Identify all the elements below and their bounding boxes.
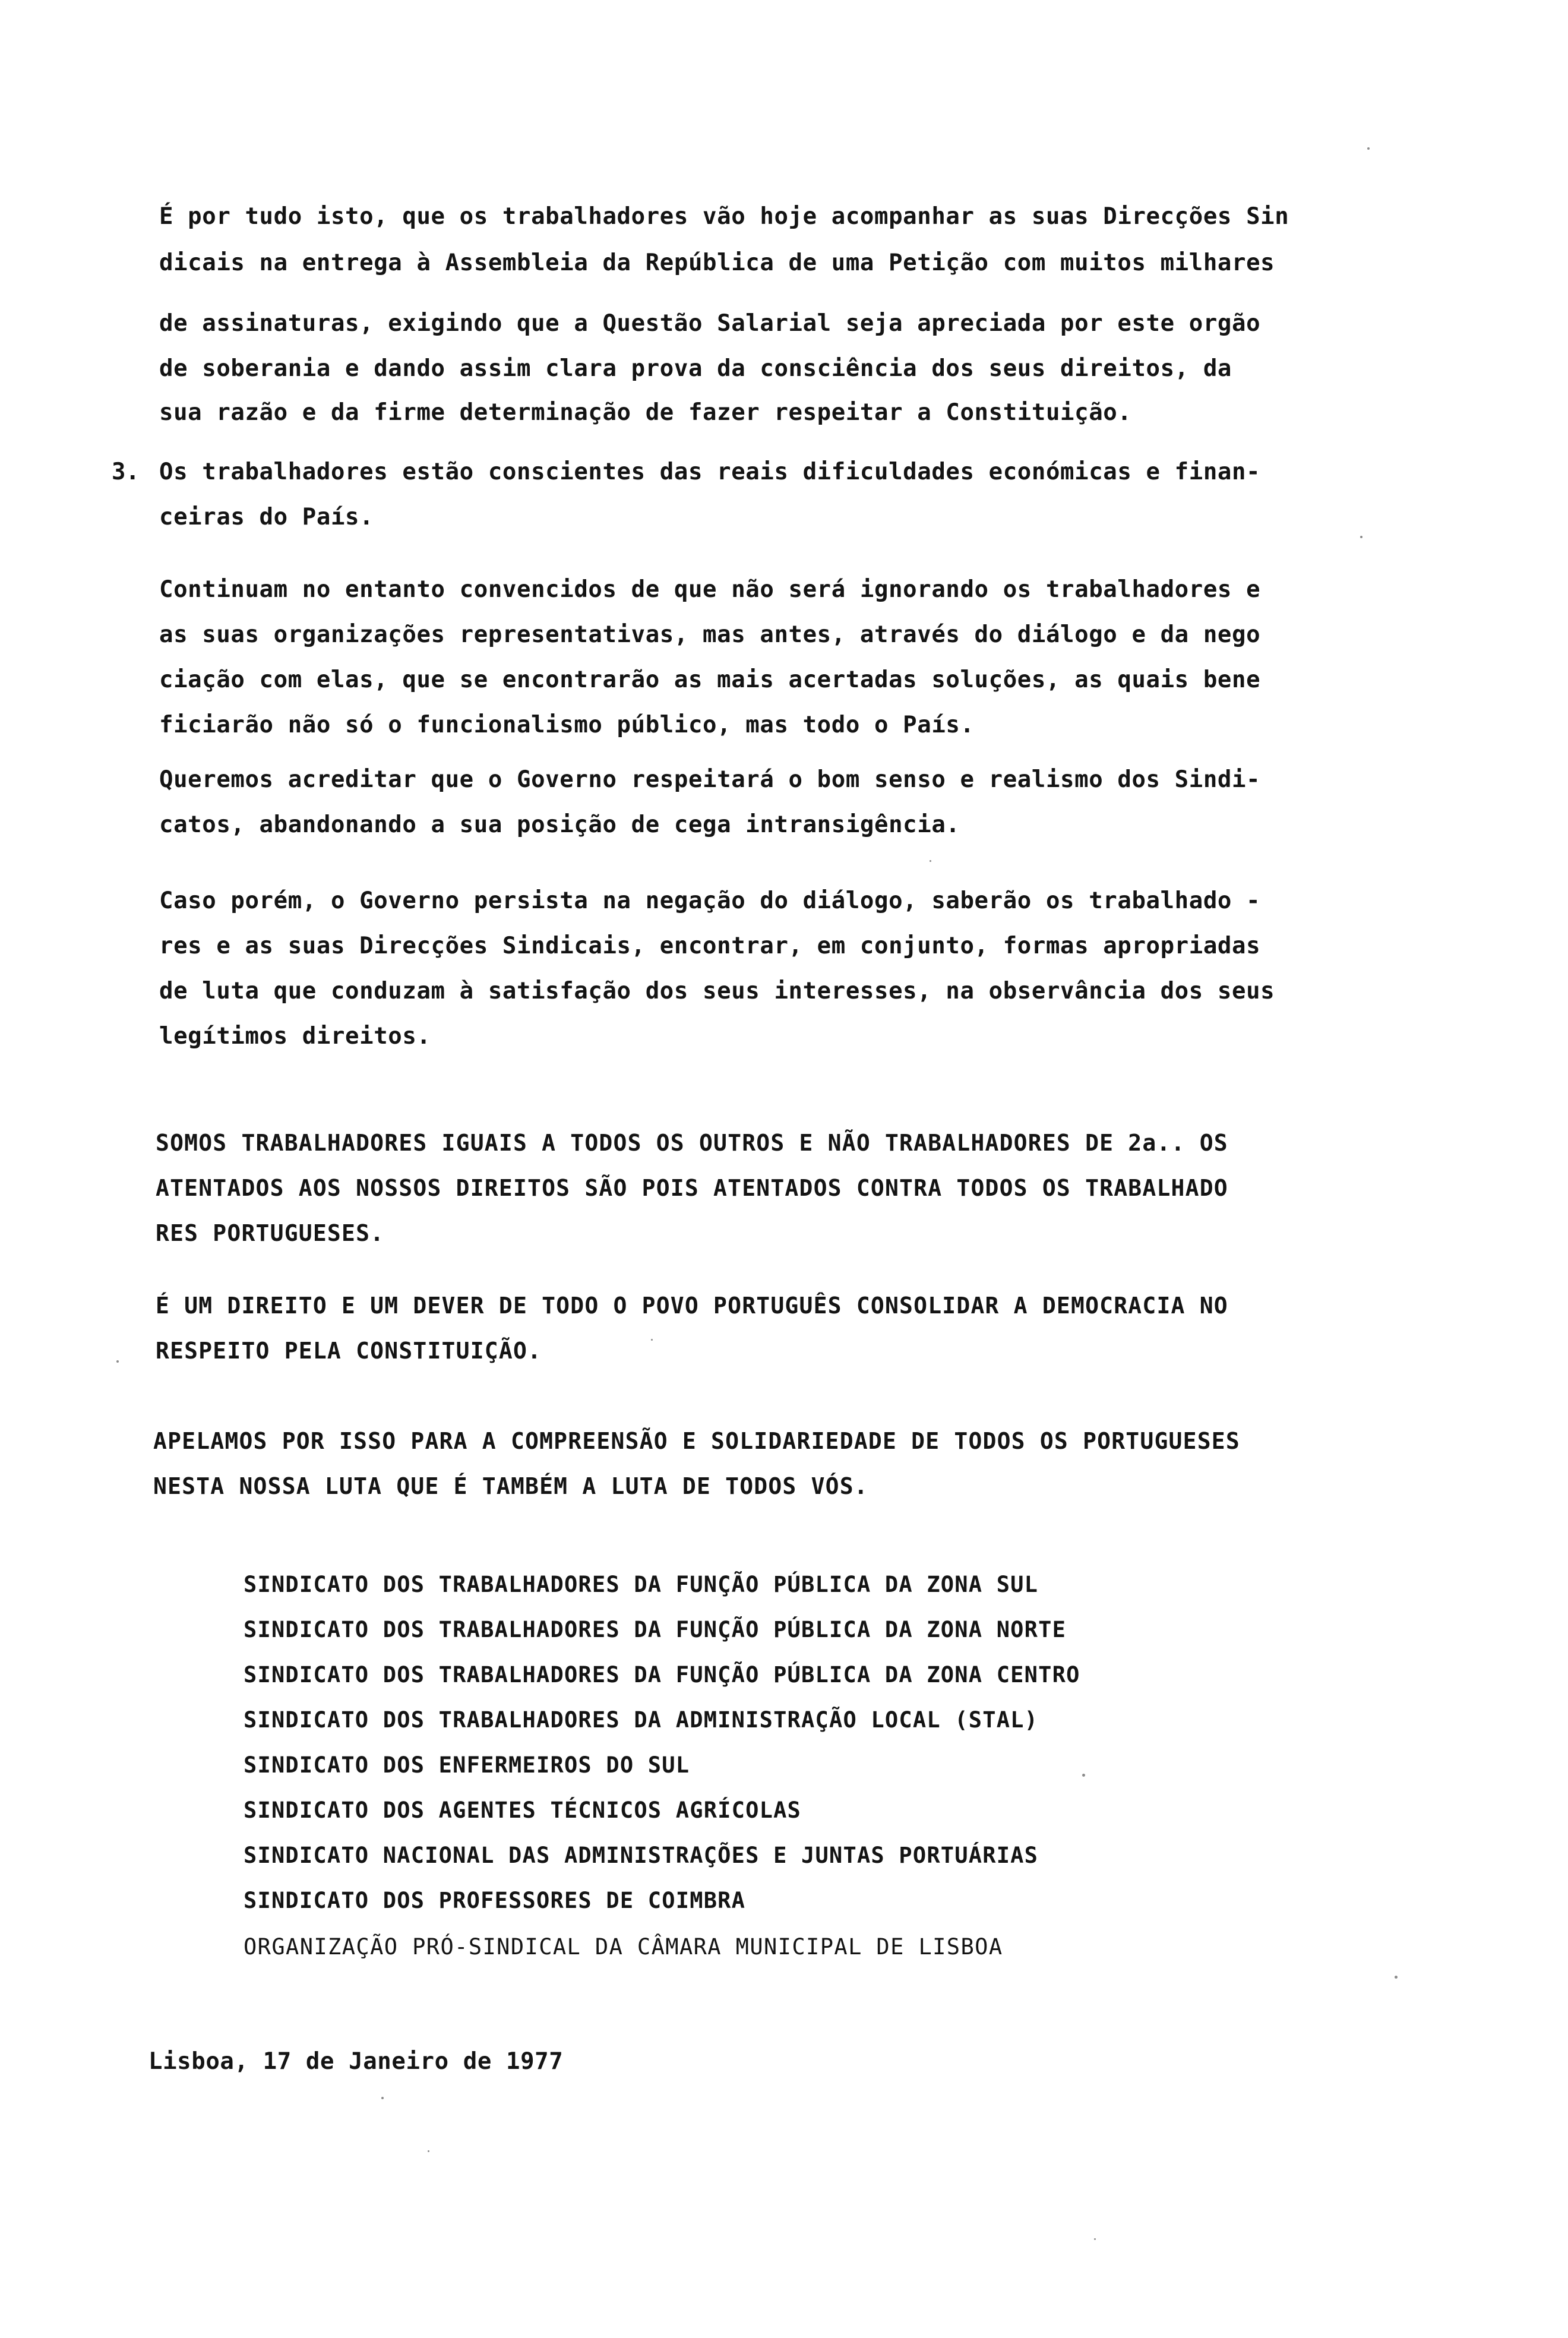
text-line: catos, abandonando a sua posição de cega intransigência. — [159, 811, 960, 838]
date-line: Lisboa, 17 de Janeiro de 1977 — [148, 2048, 564, 2075]
signatory-item: SINDICATO DOS TRABALHADORES DA FUNÇÃO PÚBLICA DA ZONA SUL — [244, 1572, 1039, 1597]
signatory-item: SINDICATO DOS TRABALHADORES DA FUNÇÃO PÚBLICA DA ZONA NORTE — [244, 1617, 1067, 1642]
scan-speck — [1360, 536, 1362, 538]
signatory-item: SINDICATO DOS ENFERMEIROS DO SUL — [244, 1752, 690, 1778]
text-line: APELAMOS POR ISSO PARA A COMPREENSÃO E SOLIDARIEDADE DE TODOS OS PORTUGUESES — [153, 1428, 1240, 1454]
scan-speck — [116, 1360, 119, 1363]
text-line: Continuam no entanto convencidos de que não será ignorando os trabalhadores e — [159, 576, 1261, 603]
text-line: ATENTADOS AOS NOSSOS DIREITOS SÃO POIS ATENTADOS CONTRA TODOS OS TRABALHADO — [156, 1175, 1228, 1201]
text-line: Caso porém, o Governo persista na negação do diálogo, saberão os trabalhado - — [159, 887, 1261, 914]
text-line: ficiarão não só o funcionalismo público, mas todo o País. — [159, 712, 975, 738]
text-line: É UM DIREITO E UM DEVER DE TODO O POVO PORTUGUÊS CONSOLIDAR A DEMOCRACIA NO — [156, 1293, 1228, 1319]
text-line: Queremos acreditar que o Governo respeitará o bom senso e realismo dos Sindi- — [159, 766, 1261, 793]
text-line: ciação com elas, que se encontrarão as mais acertadas soluções, as quais bene — [159, 666, 1261, 693]
text-line: legítimos direitos. — [159, 1023, 431, 1050]
signatory-item: SINDICATO DOS TRABALHADORES DA FUNÇÃO PÚBLICA DA ZONA CENTRO — [244, 1662, 1080, 1688]
text-line: NESTA NOSSA LUTA QUE É TAMBÉM A LUTA DE TODOS VÓS. — [153, 1473, 868, 1499]
text-line: res e as suas Direcções Sindicais, encontrar, em conjunto, formas apropriadas — [159, 933, 1261, 959]
text-line: de luta que conduzam à satisfação dos seus interesses, na observância dos seus — [159, 978, 1275, 1004]
text-line: Os trabalhadores estão conscientes das reais dificuldades económicas e finan- — [159, 459, 1261, 485]
scan-speck — [930, 860, 931, 862]
scan-speck — [1094, 2238, 1096, 2240]
signatory-item: SINDICATO DOS TRABALHADORES DA ADMINISTRAÇÃO LOCAL (STAL) — [244, 1707, 1039, 1733]
text-line: RESPEITO PELA CONSTITUIÇÃO. — [156, 1338, 542, 1364]
text-line: RES PORTUGUESES. — [156, 1220, 385, 1246]
signatory-item: SINDICATO DOS PROFESSORES DE COIMBRA — [244, 1888, 746, 1913]
text-line: sua razão e da firme determinação de fazer respeitar a Constituição. — [159, 399, 1132, 426]
scan-speck — [651, 1339, 653, 1341]
scan-speck — [1395, 1976, 1398, 1979]
text-line: É por tudo isto, que os trabalhadores vão hoje acompanhar as suas Direcções Sin — [159, 203, 1289, 230]
signatory-item: SINDICATO DOS AGENTES TÉCNICOS AGRÍCOLAS — [244, 1797, 802, 1823]
scan-speck — [1082, 1774, 1085, 1777]
scan-speck — [428, 2150, 429, 2152]
text-line: SOMOS TRABALHADORES IGUAIS A TODOS OS OUTROS E NÃO TRABALHADORES DE 2a.. OS — [156, 1130, 1228, 1156]
point-number: 3. — [112, 459, 140, 485]
text-line: ceiras do País. — [159, 504, 374, 530]
scan-speck — [1367, 147, 1370, 150]
signatory-item: SINDICATO NACIONAL DAS ADMINISTRAÇÕES E JUNTAS PORTUÁRIAS — [244, 1843, 1039, 1868]
text-line: as suas organizações representativas, mas antes, através do diálogo e da nego — [159, 621, 1261, 648]
text-line: dicais na entrega à Assembleia da República de uma Petição com muitos milhares — [159, 249, 1275, 276]
scan-speck — [381, 2097, 384, 2099]
signatory-item: ORGANIZAÇÃO PRÓ-SINDICAL DA CÂMARA MUNICIPAL DE LISBOA — [244, 1934, 1003, 1960]
text-line: de assinaturas, exigindo que a Questão Salarial seja apreciada por este orgão — [159, 310, 1261, 337]
text-line: de soberania e dando assim clara prova da consciência dos seus direitos, da — [159, 355, 1232, 382]
